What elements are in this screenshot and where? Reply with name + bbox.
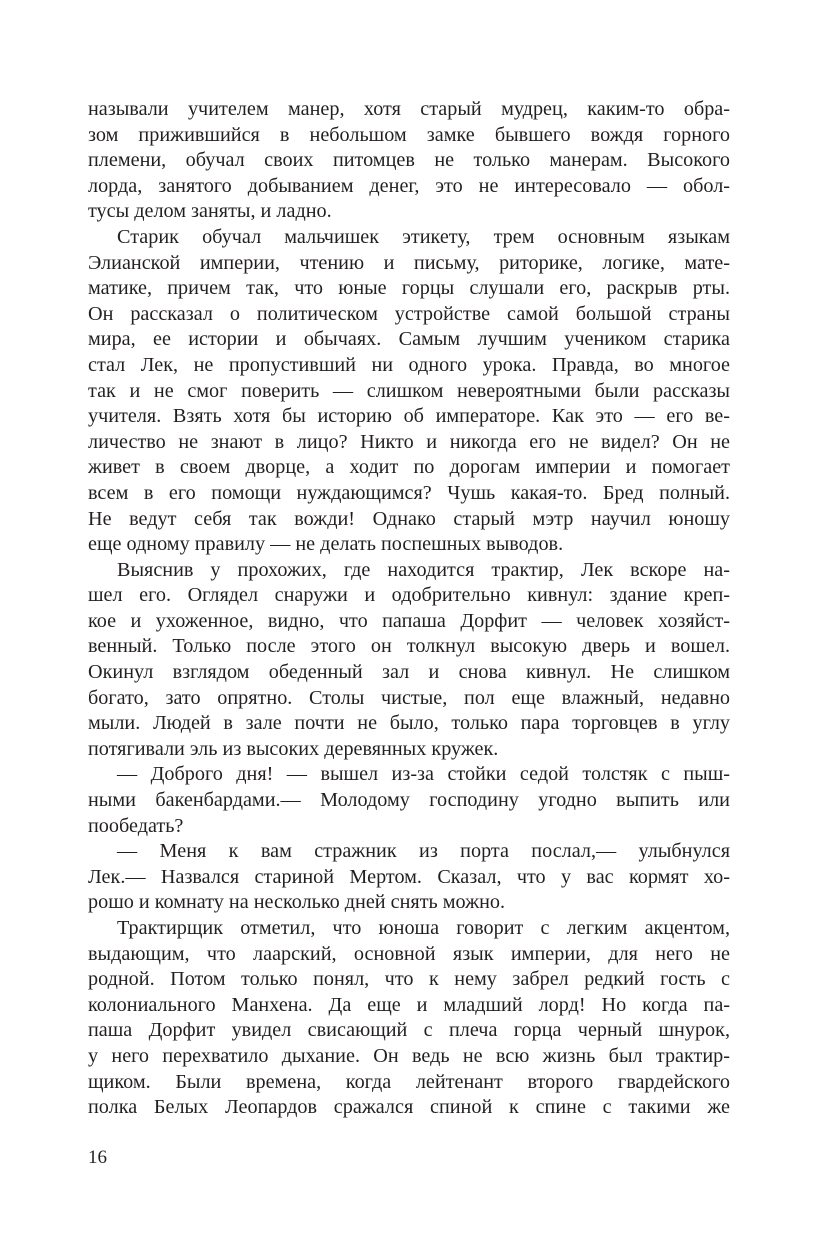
text-line: Элианской империи, чтению и письму, риторике, логике, мате- [88,251,730,274]
text-line: потягивали эль из высоких деревянных кружек. [88,737,499,760]
text-line: Окинул взглядом обеденный зал и снова кивнул. Не слишком [88,661,730,684]
page-number: 16 [88,1147,107,1168]
text-line: называли учителем манер, хотя старый мудрец, каким-то обра- [88,98,730,120]
text-line: стал Лек, не пропустивший ни одного урока. Правда, во многое [88,353,730,376]
text-line: учителя. Взять хотя бы историю об императоре. Как это — его ве- [88,405,730,428]
text-line: всем в его помощи нуждающимся? Чушь какая-то. Бред полный. [88,481,730,504]
text-line: пообедать? [88,814,184,837]
text-line: Лек.— Назвался стариной Мертом. Сказал, что у вас кормят хо- [88,865,730,888]
text-line: у него перехватило дыхание. Он ведь не всю жизнь был трактир- [88,1044,730,1067]
text-line: Выяснив у прохожих, где находится трактир, Лек вскоре на- [117,558,730,581]
text-line: еще одному правилу — не делать поспешных выводов. [88,533,564,556]
text-line: лорда, занятого добыванием денег, это не интересовало — обол- [88,174,730,197]
text-line: выдающим, что лаарский, основной язык империи, для него не [88,942,730,965]
text-line: — Доброго дня! — вышел из-за стойки седой толстяк с пыш- [117,763,730,786]
text-line: мира, ее истории и обычаях. Самым лучшим учеником старика [88,328,730,351]
body-text [88,97,730,1121]
text-line: венный. Только после этого он толкнул высокую дверь и вошел. [88,635,730,658]
text-line: так и не смог поверить — слишком невероятными были рассказы [88,379,730,402]
text-line: шел его. Оглядел снаружи и одобрительно кивнул: здание креп- [88,584,730,607]
text-line: паша Дорфит увидел свисающий с плеча горца черный шнурок, [88,1019,730,1042]
text-line: богато, зато опрятно. Столы чистые, пол еще влажный, недавно [88,686,730,709]
text-line: полка Белых Леопардов сражался спиной к спине с такими же [88,1096,730,1119]
text-line: живет в своем дворце, а ходит по дорогам империи и помогает [88,456,730,479]
text-line: — Меня к вам стражник из порта послал,— улыбнулся [117,840,730,863]
text-line: Он рассказал о политическом устройстве самой большой страны [88,302,730,325]
text-line: родной. Потом только понял, что к нему забрел редкий гость с [88,968,730,991]
text-line: Трактирщик отметил, что юноша говорит с легким акцентом, [117,917,730,939]
text-line: племени, обучал своих питомцев не только манерам. Высокого [88,149,730,172]
text-line: зом прижившийся в небольшом замке бывшего вождя горного [88,123,730,146]
text-line: матике, причем так, что юные горцы слушали его, раскрыв рты. [88,277,730,300]
text-line: тусы делом заняты, и ладно. [88,200,332,223]
text-line: ными бакенбардами.— Молодому господину угодно выпить или [88,789,730,812]
text-line: щиком. Были времена, когда лейтенант второго гвардейского [88,1070,730,1093]
text-line: кое и ухоженное, видно, что папаша Дорфит — человек хозяйст- [88,609,730,632]
text-line: Старик обучал мальчишек этикету, трем основным языкам [117,225,730,248]
text-line: Не ведут себя так вожди! Однако старый мэтр научил юношу [88,507,730,530]
text-line: мыли. Людей в зале почти не было, только пара торговцев в углу [88,712,730,735]
text-line: личество не знают в лицо? Никто и никогда его не видел? Он не [88,430,730,453]
text-line: колониального Манхена. Да еще и младший лорд! Но когда па- [88,993,730,1016]
text-line: рошо и комнату на несколько дней снять можно. [88,891,506,914]
